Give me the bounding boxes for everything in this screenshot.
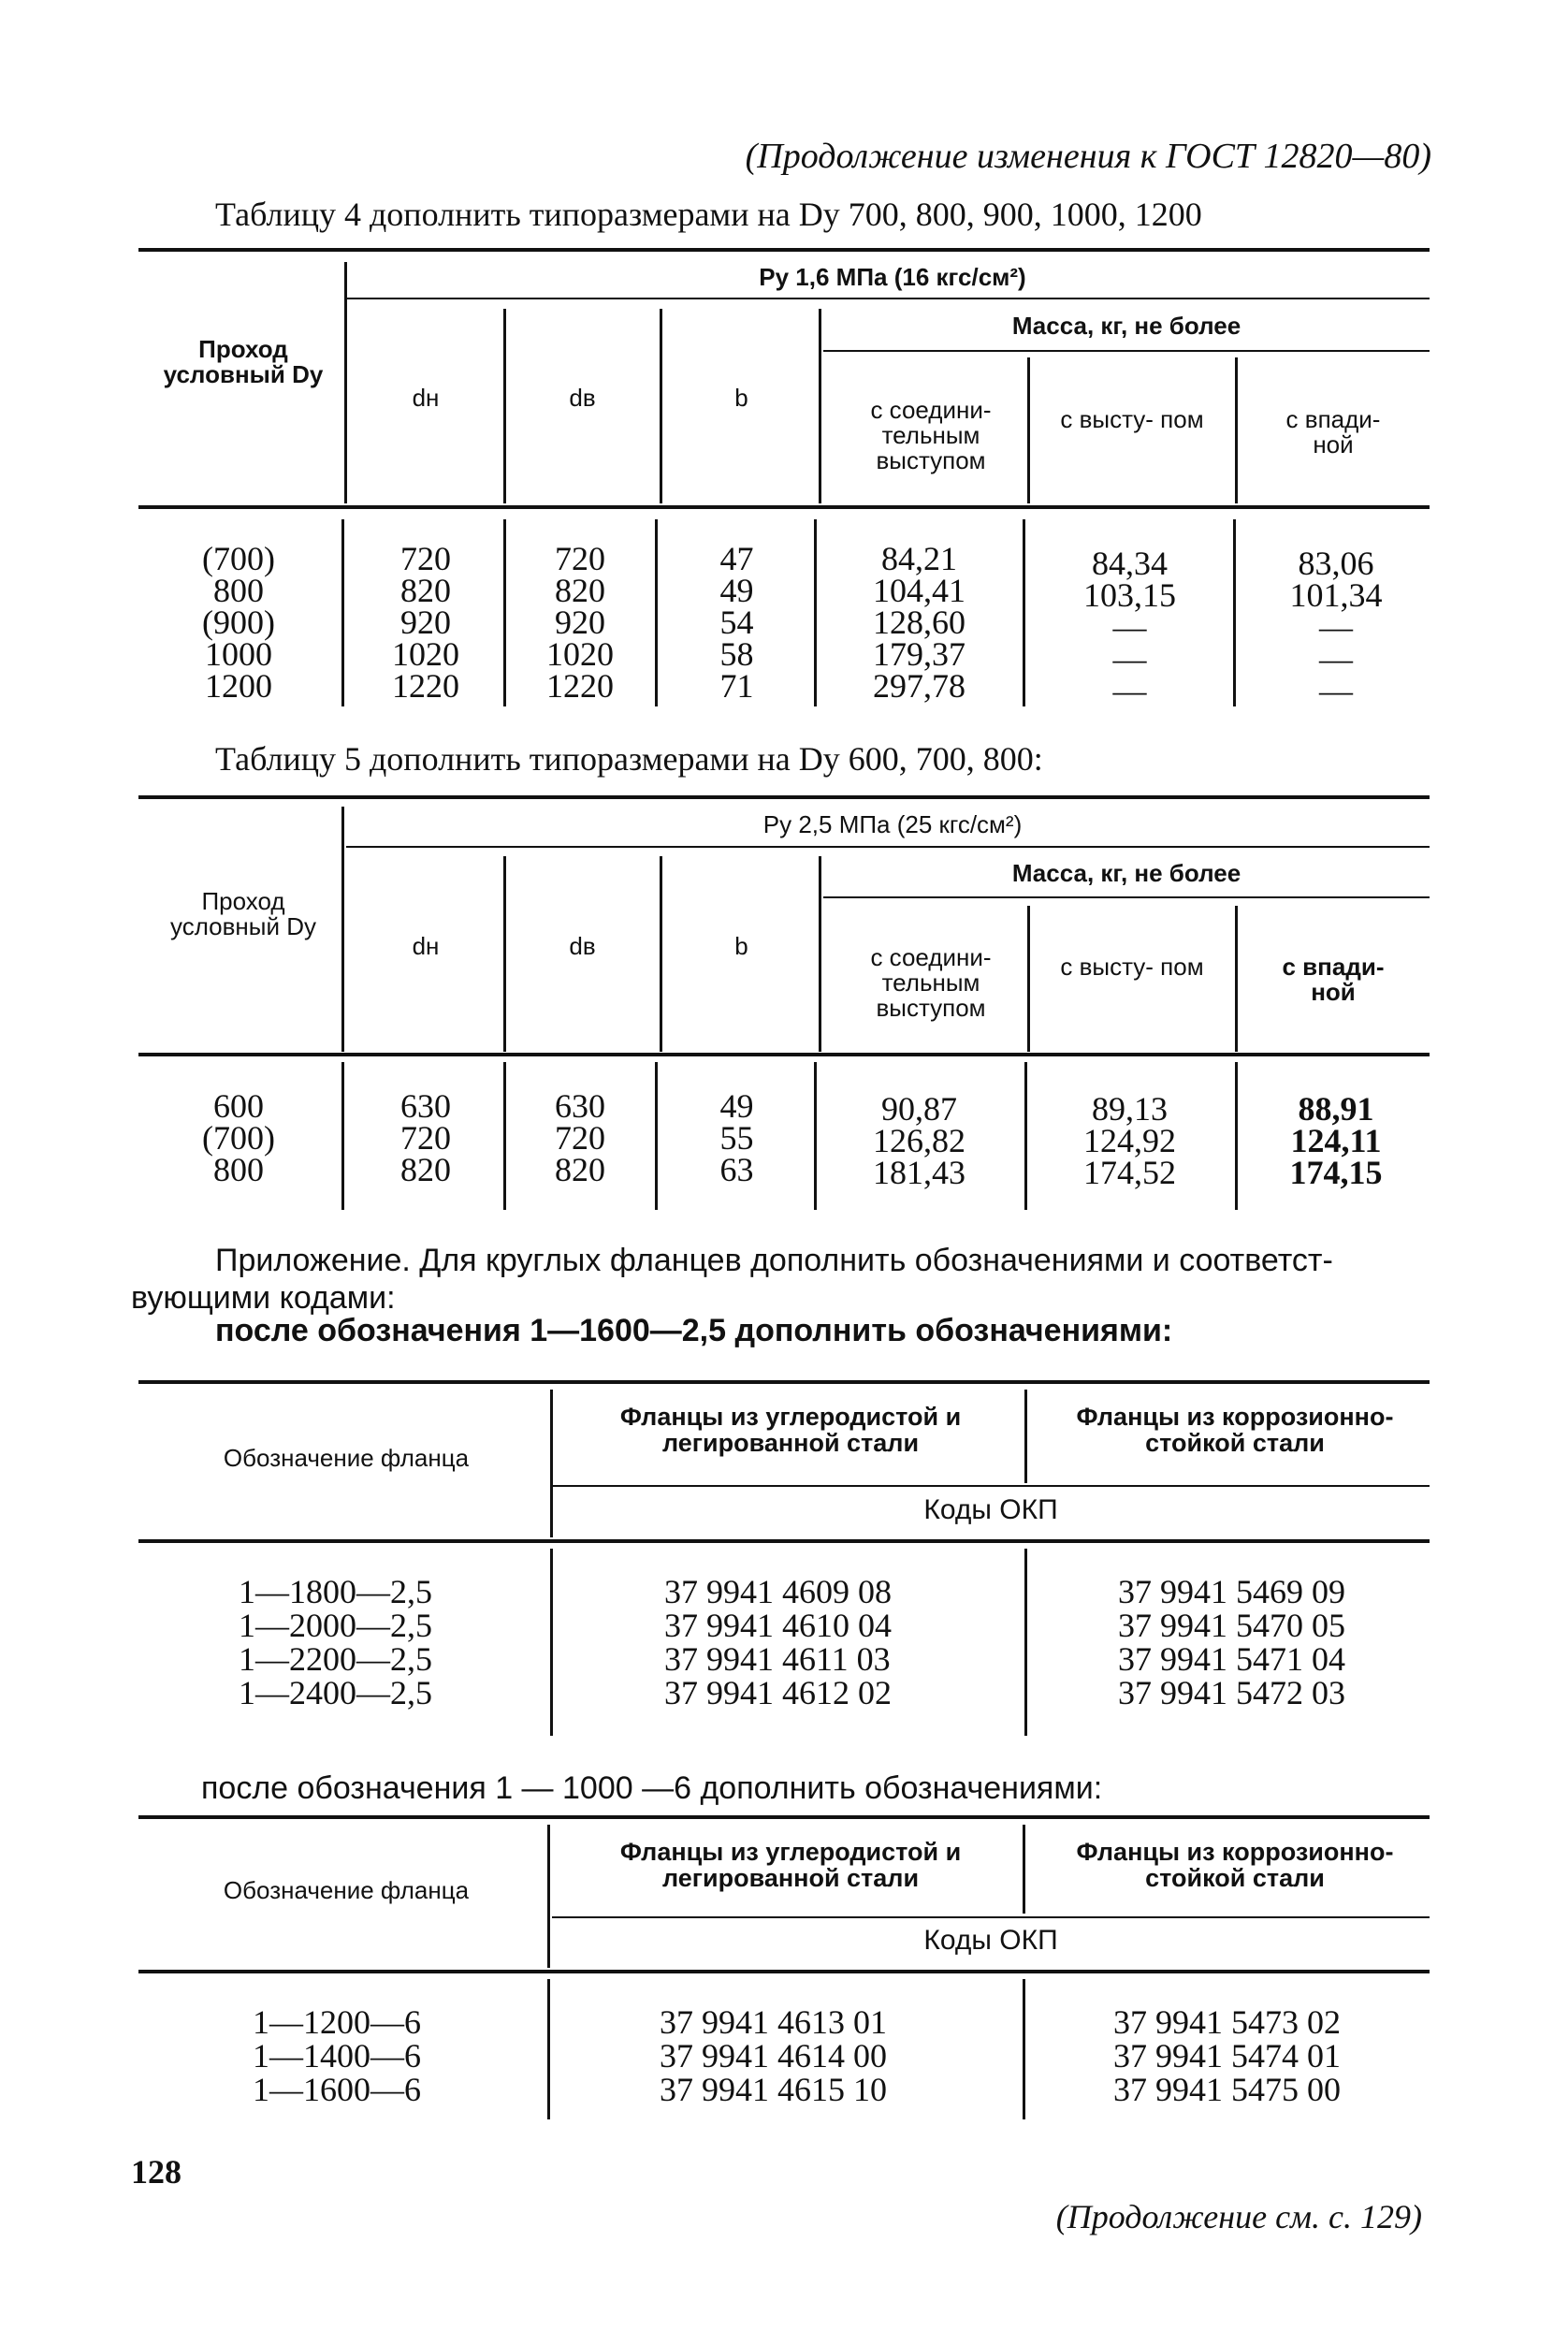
table-cell: — [1319,640,1353,677]
table-cell: 37 9941 5474 01 [1113,2037,1341,2075]
table-cell: — [1112,608,1147,646]
table-cell: 1220 [392,667,459,705]
table4-vline [503,309,506,503]
table-cell: 1000 [205,635,272,673]
table-cell: 820 [400,1151,451,1188]
table-cell: (700) [202,540,275,577]
okp2-corrosion-codes [1113,2005,1341,2106]
okp2-codes-header: Коды ОКП [923,1925,1058,1956]
okp2-col-designation: Обозначение фланца [223,1876,470,1904]
table-cell: (700) [202,1119,275,1157]
table-cell: — [1319,608,1353,646]
table-cell: 1020 [546,635,614,673]
table-cell: 49 [719,1087,754,1125]
table-cell: 58 [719,635,754,673]
table4-vline [1023,519,1025,706]
table4-vline [655,519,658,706]
okp2-head-rule [138,1970,1430,1973]
table-cell: 720 [400,1119,451,1157]
table5-vline [1235,906,1238,1052]
table-cell: 37 9941 4610 04 [664,1607,892,1644]
table4-vline [1235,357,1238,503]
table4-col-pass: Проход условный Dy [163,335,324,388]
table5-vline [1235,1062,1238,1210]
okp2-codes-rule [552,1916,1430,1918]
table-cell: 1220 [546,667,614,705]
okp2-intro: после обозначения 1 — 1000 —6 дополнить обозначениями: [201,1770,1103,1806]
okp2-vline [547,1825,550,1968]
table5-col-dy-values [159,1087,318,1188]
table4-top-rule [138,248,1430,252]
table4-col-m2: с высту- пом [1060,405,1204,433]
table-cell: 920 [555,604,605,641]
table5-col-dn: dн [412,932,440,960]
table-cell: 1020 [392,635,459,673]
okp1-vline [550,1549,553,1736]
table-cell: 630 [555,1087,605,1125]
table4-col-dn-values [351,540,501,705]
table4-vline [660,309,662,503]
table5-mass-rule [823,896,1430,898]
table-cell: (900) [202,604,275,641]
okp2-carbon-codes [660,2005,887,2106]
table-cell: 37 9941 5475 00 [1113,2071,1341,2108]
table-cell: 1—2400—2,5 [239,1674,432,1711]
okp1-corrosion-codes [1118,1575,1345,1710]
table4-head-rule [138,505,1430,509]
table5-vline [814,1062,817,1210]
table5-col-m1: с соедини- тельным выступом [870,943,992,1022]
table-cell: 179,37 [873,635,965,673]
table-cell: 49 [719,572,754,609]
table5-intro: Таблицу 5 дополнить типоразмерами на Dy 600, 700, 800: [215,740,1043,778]
table-cell: 37 9941 5472 03 [1118,1674,1345,1711]
table-cell: 37 9941 5473 02 [1113,2003,1341,2041]
okp1-designations [239,1575,432,1710]
table-cell: 181,43 [873,1154,965,1191]
table4-col-dv: dв [569,384,596,412]
table-cell: 720 [555,540,605,577]
okp2-col-corrosion: Фланцы из коррозионно- стойкой стали [1076,1838,1394,1892]
table4-col-m3: с впади- ной [1285,405,1381,459]
table4-col-dn: dн [412,384,440,412]
table-cell: 124,92 [1083,1122,1176,1159]
table-cell: 71 [719,667,754,705]
table5-col-m2: с высту- пом [1060,953,1204,981]
okp1-col-carbon: Фланцы из углеродистой и легированной стали [619,1403,962,1457]
table5-col-dv-values [510,1087,650,1188]
table5-col-dv: dв [569,932,596,960]
table4-intro: Таблицу 4 дополнить типоразмерами на Dy 700, 800, 900, 1000, 1200 [215,196,1202,233]
table-cell: 63 [719,1151,754,1188]
okp1-vline [1024,1390,1027,1483]
table-cell: 820 [400,572,451,609]
table-cell: 54 [719,604,754,641]
table-cell: 37 9941 5470 05 [1118,1607,1345,1644]
table4-vline [341,519,344,706]
table5-vline [1027,906,1030,1052]
table5-col-m3-values [1242,1090,1430,1191]
table5-vline [503,856,506,1052]
table-cell: 37 9941 4614 00 [660,2037,887,2075]
table-cell: 1—1400—6 [253,2037,421,2075]
table-cell: 1—2000—2,5 [239,1607,432,1644]
okp2-designations [253,2005,421,2106]
table-cell: 103,15 [1083,576,1176,614]
table-cell: 84,21 [881,540,957,577]
table4-mass-header: Масса, кг, не более [1011,312,1241,340]
table-cell: 174,52 [1083,1154,1176,1191]
table5-vline [660,856,662,1052]
table4-vline [344,262,347,503]
table-cell: 1—1800—2,5 [239,1573,432,1610]
table4-vline [814,519,817,706]
table-cell: 90,87 [881,1090,957,1128]
okp2-col-carbon: Фланцы из углеродистой и легированной стали [619,1838,962,1892]
okp1-head-rule [138,1539,1430,1543]
table-cell: 1—1200—6 [253,2003,421,2041]
table5-vline [503,1062,506,1210]
table-cell: 37 9941 5471 04 [1118,1640,1345,1678]
table5-col-m2-values [1034,1090,1226,1191]
table-cell: 37 9941 4612 02 [664,1674,892,1711]
table-cell: 37 9941 4613 01 [660,2003,887,2041]
table4-pressure: Py 1,6 МПа (16 кгс/см²) [759,263,1026,291]
okp1-codes-header: Коды ОКП [923,1494,1058,1525]
appendix-line1: Приложение. Для круглых фланцев дополнить обозначениями и соответст- [215,1243,1333,1278]
table5-vline [1024,1062,1027,1210]
table-cell: 88,91 [1298,1090,1374,1128]
table-cell: 630 [400,1087,451,1125]
table4-pressure-rule [346,298,1430,299]
table5-pressure-rule [346,846,1430,848]
table4-col-dy-values [159,540,318,705]
okp1-codes-rule [552,1485,1430,1487]
table4-vline [1027,357,1030,503]
table-cell: 1—2200—2,5 [239,1640,432,1678]
table-cell: 104,41 [873,572,965,609]
table5-col-b: b [734,932,748,960]
table-cell: 128,60 [873,604,965,641]
table-cell: 720 [400,540,451,577]
table-cell: 720 [555,1119,605,1157]
table5-col-pass: Проход условный Dy [169,887,316,940]
okp2-vline [1023,1825,1025,1914]
table4-col-b: b [734,384,748,412]
table5-col-m1-values [823,1090,1015,1191]
table-cell: 600 [213,1087,264,1125]
table5-top-rule [138,795,1430,799]
table-cell: 126,82 [873,1122,965,1159]
okp2-vline [1023,1979,1025,2119]
table4-mass-rule [823,350,1430,352]
table-cell: 1—1600—6 [253,2071,421,2108]
okp1-col-designation: Обозначение фланца [223,1444,470,1472]
table4-vline [819,309,821,503]
okp2-top-rule [138,1815,1430,1819]
table-cell: 920 [400,604,451,641]
table5-head-rule [138,1053,1430,1056]
table-cell: — [1112,640,1147,677]
table-cell: 1200 [205,667,272,705]
appendix-line2: вующими кодами: [131,1280,396,1316]
table4-col-m2-values [1034,545,1226,709]
table5-vline [341,1062,344,1210]
table5-col-m3: с впади- ной [1282,953,1385,1006]
table4-col-m1: с соедини- тельным выступом [870,396,992,474]
table5-vline [655,1062,658,1210]
table-cell: 800 [213,572,264,609]
table-cell: 55 [719,1119,754,1157]
page-number: 128 [131,2153,181,2191]
table-cell: — [1319,672,1353,709]
okp1-vline [1024,1549,1027,1736]
table-cell: 800 [213,1151,264,1188]
table-cell: 820 [555,572,605,609]
table-cell: 83,06 [1298,545,1374,582]
table-cell: 89,13 [1092,1090,1168,1128]
table5-col-dn-values [351,1087,501,1188]
okp1-col-corrosion: Фланцы из коррозионно- стойкой стали [1076,1403,1394,1457]
table4-col-dv-values [510,540,650,705]
page-header: (Продолжение изменения к ГОСТ 12820—80) [745,137,1431,176]
okp1-carbon-codes [664,1575,892,1710]
appendix-line3: после обозначения 1—1600—2,5 дополнить обозначениями: [215,1313,1173,1348]
table5-col-b-values [664,1087,809,1188]
table4-vline [503,519,506,706]
table5-mass-header: Масса, кг, не более [1011,859,1241,887]
table-cell: 101,34 [1289,576,1383,614]
table4-col-m1-values [823,540,1015,705]
table5-vline [341,807,344,1052]
table4-col-b-values [664,540,809,705]
table-cell: 37 9941 4611 03 [664,1640,891,1678]
table-cell: 37 9941 4609 08 [664,1573,892,1610]
table-cell: 37 9941 4615 10 [660,2071,887,2108]
okp1-top-rule [138,1380,1430,1384]
okp2-vline [547,1979,550,2119]
table5-pressure: Py 2,5 МПа (25 кгс/см²) [762,810,1023,838]
table-cell: 124,11 [1290,1122,1382,1159]
table-cell: 174,15 [1289,1154,1383,1191]
table-cell: 37 9941 5469 09 [1118,1573,1345,1610]
table-cell: 47 [719,540,754,577]
table4-vline [1233,519,1236,706]
table5-vline [819,856,821,1052]
table-cell: 297,78 [873,667,965,705]
table4-col-m3-values [1242,545,1430,709]
table-cell: 820 [555,1151,605,1188]
table-cell: 84,34 [1092,545,1168,582]
continued-note: (Продолжение см. с. 129) [1055,2198,1422,2235]
table-cell: — [1112,672,1147,709]
